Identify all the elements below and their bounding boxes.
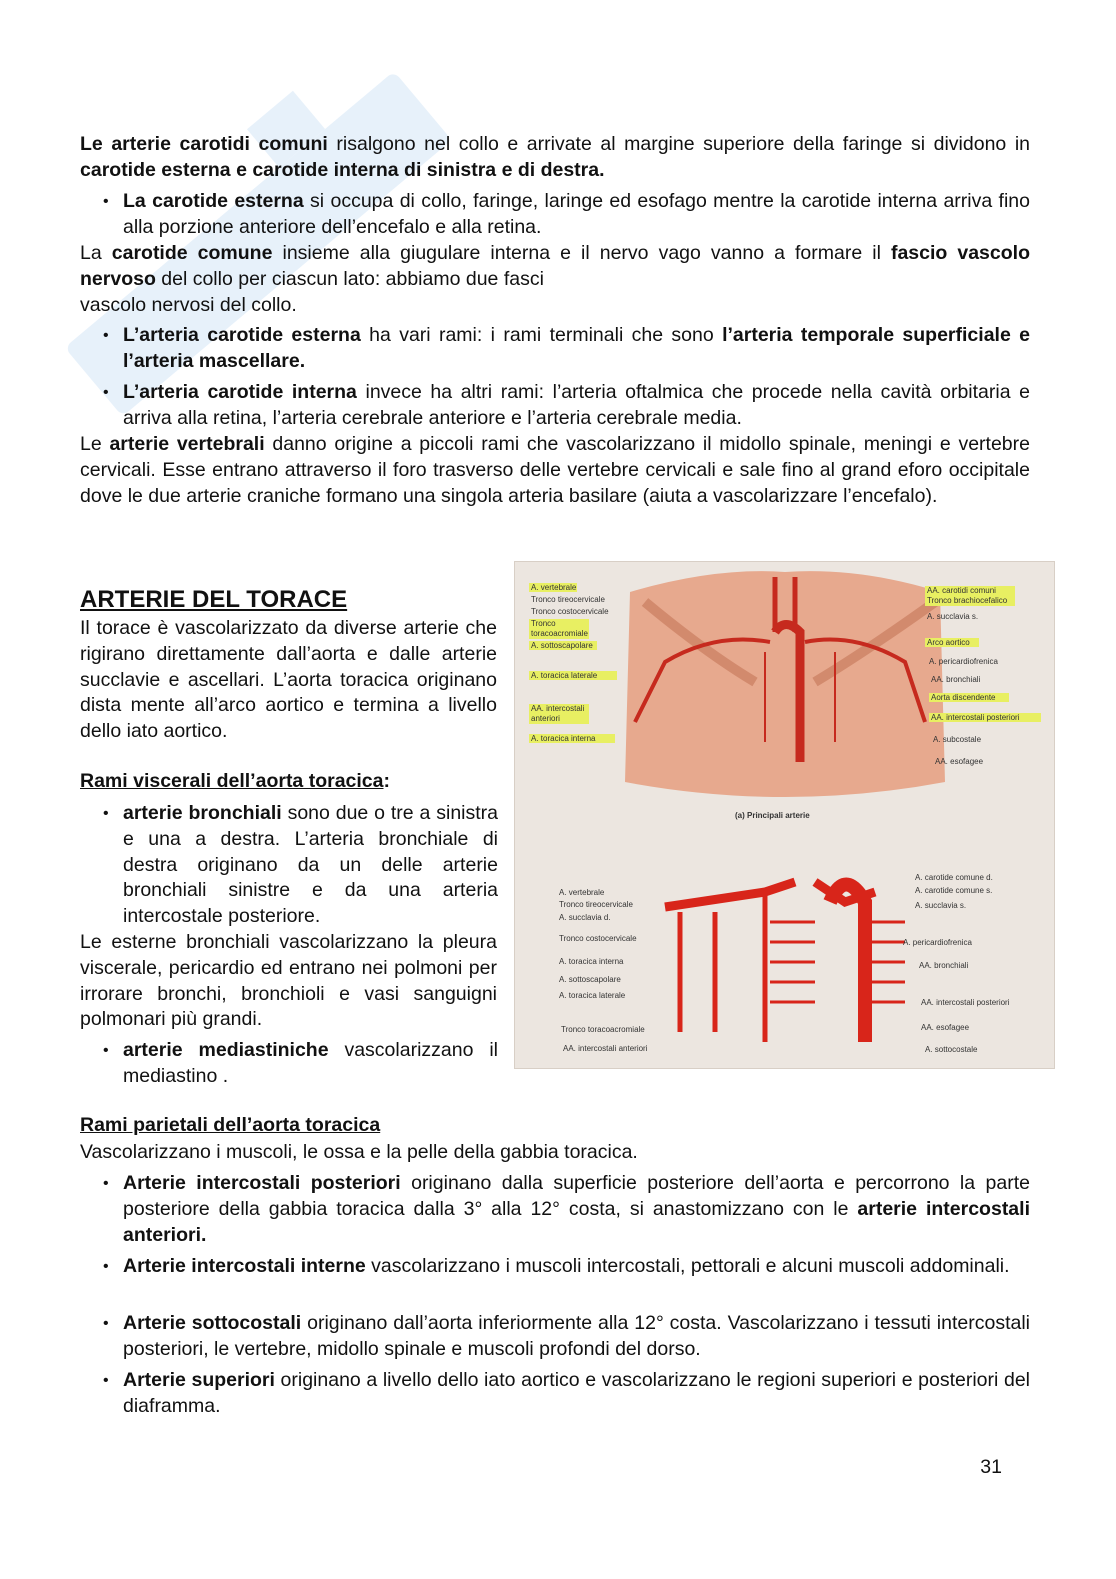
svg-text:Tronco tireocervicale: Tronco tireocervicale xyxy=(559,900,633,909)
bullet-arteria-carotide-interna: • L’arteria carotide interna invece ha altri rami: l’arteria oftalmica che procede nella cavità orbitaria e arriva alla retina, l’arteria cerebrale anteriore e l’arteria cerebrale media. xyxy=(103,380,1030,432)
svg-text:AA. intercostali posteriori: AA. intercostali posteriori xyxy=(931,713,1020,722)
top-left-labels xyxy=(529,583,617,743)
subheading-rami-viscerali: Rami viscerali dell’aorta toracica: xyxy=(80,770,390,792)
paragraph-vascolarizzano: Vascolarizzano i muscoli, le ossa e la pelle della gabbia toracica. xyxy=(80,1141,638,1163)
arteries-figure xyxy=(514,561,1055,1069)
bullet-carotide-esterna: • La carotide esterna si occupa di collo, faringe, laringe ed esofago mentre la carotide interna arriva fino alla porzione anteriore dell’encefalo e alla retina. xyxy=(103,189,1030,241)
svg-text:A. toracica laterale: A. toracica laterale xyxy=(559,991,626,1000)
bullet-sottocostali: • Arterie sottocostali originano dall’aorta inferiormente alla 12° costa. Vascolarizzano i tessuti intercostali posteriori, le vertebre, midollo spinale e muscoli profondi del dorso. xyxy=(103,1311,1030,1363)
paragraph-esterne-bronchiali: Le esterne bronchiali vascolarizzano la pleura viscerale, pericardio ed entrano nei polmoni per irrorare bronchi, bronchioli e vasi sanguigni polmonari più grandi. xyxy=(80,931,497,1031)
figure-caption: (a) Principali arterie xyxy=(735,811,810,820)
svg-text:A. succlavia s.: A. succlavia s. xyxy=(927,612,979,621)
arteries-illustration xyxy=(515,562,1054,1068)
svg-text:Arco aortico: Arco aortico xyxy=(927,638,970,647)
bullet-arterie-bronchiali: • arterie bronchiali sono due o tre a sinistra e una a destra. L’arteria bronchiale di destra originano da un delle arterie bronchiali sinistre e da una arteria intercostale posteriore. xyxy=(103,801,498,930)
svg-text:AA. bronchiali: AA. bronchiali xyxy=(931,675,981,684)
bullet-intercostali-posteriori: • Arterie intercostali posteriori originano dalla superficie posteriore dell’aorta e percorrono la parte posteriore della gabbia toracica dalla 3° alla 12° costa, si anastomizzano con le arterie intercostali anteriori. xyxy=(103,1171,1030,1248)
svg-text:AA. esofagee: AA. esofagee xyxy=(935,757,984,766)
top-right-labels xyxy=(925,586,1041,766)
svg-text:A. pericardiofrenica: A. pericardiofrenica xyxy=(903,938,972,947)
bullet-intercostali-interne: • Arterie intercostali interne vascolarizzano i muscoli intercostali, pettorali e alcuni muscoli addominali. xyxy=(103,1254,1030,1280)
svg-text:A. vertebrale: A. vertebrale xyxy=(531,583,577,592)
bottom-left-labels xyxy=(559,888,648,1053)
bullet-arterie-mediastiniche: • arterie mediastiniche vascolarizzano il mediastino . xyxy=(103,1038,498,1090)
svg-text:Aorta discendente: Aorta discendente xyxy=(931,693,996,702)
svg-text:A. carotide comune s.: A. carotide comune s. xyxy=(915,886,993,895)
svg-text:AA. intercostali: AA. intercostali xyxy=(531,704,585,713)
svg-text:AA. intercostali anteriori: AA. intercostali anteriori xyxy=(563,1044,648,1053)
svg-text:A. subcostale: A. subcostale xyxy=(933,735,982,744)
svg-text:A. sottoscapolare: A. sottoscapolare xyxy=(531,641,593,650)
svg-text:A. succlavia d.: A. succlavia d. xyxy=(559,913,611,922)
svg-text:A. toracica interna: A. toracica interna xyxy=(559,957,624,966)
svg-text:A. toracica laterale: A. toracica laterale xyxy=(531,671,598,680)
svg-text:A. carotide comune d.: A. carotide comune d. xyxy=(915,873,993,882)
svg-text:AA. esofagee: AA. esofagee xyxy=(921,1023,970,1032)
svg-text:anteriori: anteriori xyxy=(531,714,560,723)
svg-text:Tronco costocervicale: Tronco costocervicale xyxy=(531,607,609,616)
svg-text:Tronco costocervicale: Tronco costocervicale xyxy=(559,934,637,943)
svg-text:A. succlavia s.: A. succlavia s. xyxy=(915,901,967,910)
svg-text:A. pericardiofrenica: A. pericardiofrenica xyxy=(929,657,998,666)
paragraph-arterie-vertebrali: Le arterie vertebrali danno origine a piccoli rami che vascolarizzano il midollo spinale, meningi e vertebre cervicali. Esse entrano attraverso il foro trasverso delle vertebre cervicali e sale fino al grand eforo occipitale dove le due arterie craniche formano una singola arteria basilare (aiuta a vascolarizzare l’encefalo). xyxy=(80,433,1030,507)
paragraph-torace: Il torace è vascolarizzato da diverse arterie che rigirano direttamente dall’aorta e dalle arterie succlavie e ascellari. L’aorta toracica originano dista mente all’arco aortico e termina a livello dello iato aortico. xyxy=(80,617,497,743)
svg-text:Tronco: Tronco xyxy=(531,619,556,628)
page-number: 31 xyxy=(980,1456,1002,1478)
svg-text:AA. carotidi comuni: AA. carotidi comuni xyxy=(927,586,996,595)
svg-text:Tronco toracoacromiale: Tronco toracoacromiale xyxy=(561,1025,645,1034)
svg-text:A. sottoscapolare: A. sottoscapolare xyxy=(559,975,621,984)
subheading-rami-parietali: Rami parietali dell’aorta toracica xyxy=(80,1114,381,1136)
svg-text:AA. intercostali posteriori: AA. intercostali posteriori xyxy=(921,998,1010,1007)
svg-text:A. sottocostale: A. sottocostale xyxy=(925,1045,978,1054)
paragraph-carotidi: Le arterie carotidi comuni risalgono nel collo e arrivate al margine superiore della faringe si dividono in carotide esterna e carotide interna di sinistra e di destra. xyxy=(80,133,1031,181)
section-heading: ARTERIE DEL TORACE xyxy=(80,586,348,613)
svg-text:A. toracica interna: A. toracica interna xyxy=(531,734,596,743)
svg-text:AA. bronchiali: AA. bronchiali xyxy=(919,961,969,970)
svg-text:toracoacromiale: toracoacromiale xyxy=(531,629,588,638)
svg-text:Tronco brachiocefalico: Tronco brachiocefalico xyxy=(927,596,1008,605)
bottom-right-labels xyxy=(903,873,1010,1054)
bullet-arteria-carotide-esterna: • L’arteria carotide esterna ha vari rami: i rami terminali che sono l’arteria temporale superficiale e l’arteria mascellare. xyxy=(103,323,1030,375)
svg-text:Tronco tireocervicale: Tronco tireocervicale xyxy=(531,595,605,604)
svg-text:A. vertebrale: A. vertebrale xyxy=(559,888,605,897)
bullet-arterie-superiori: • Arterie superiori originano a livello dello iato aortico e vascolarizzano le regioni superiori e posteriori del diaframma. xyxy=(103,1368,1030,1420)
paragraph-carotide-comune: La carotide comune insieme alla giugulare interna e il nervo vago vanno a formare il fascio vascolo nervoso del collo per ciascun lato: abbiamo due fasci vascolo nervosi del collo. xyxy=(80,242,1030,316)
